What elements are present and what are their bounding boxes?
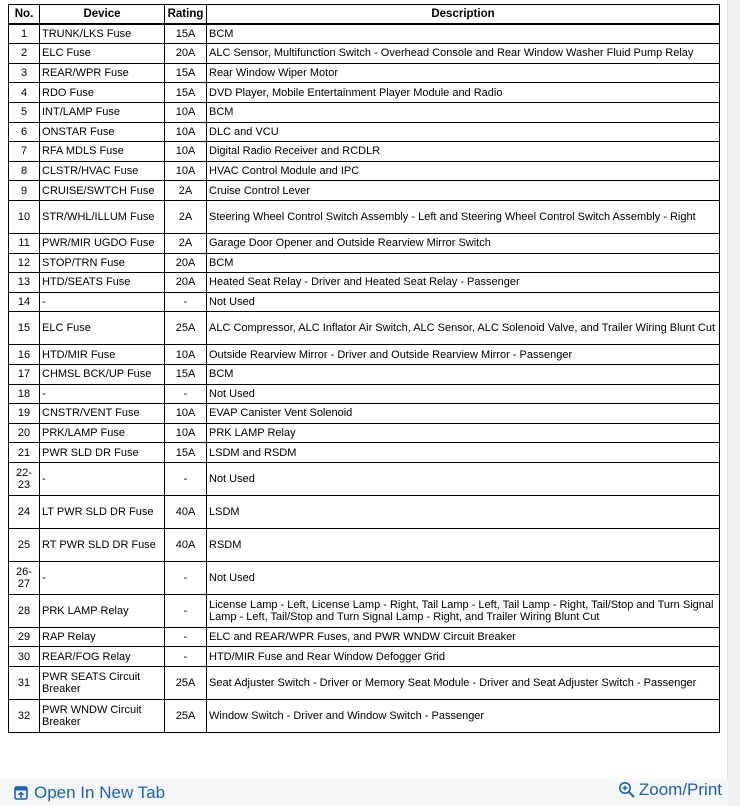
device-cell: INT/LAMP Fuse	[40, 102, 165, 122]
device-cell: ELC Fuse	[40, 44, 165, 64]
fuse-number-cell: 24	[9, 495, 40, 528]
fuse-number-cell: 2	[9, 44, 40, 64]
rating-cell: 10A	[165, 102, 207, 122]
table-row	[9, 647, 720, 667]
description-cell: HVAC Control Module and IPC	[207, 161, 720, 181]
description-cell: Window Switch - Driver and Window Switch - Passenger	[207, 700, 720, 733]
fuse-number-cell: 26-27	[9, 561, 40, 594]
table-row	[9, 528, 720, 561]
description-cell: License Lamp - Left, License Lamp - Right, Tail Lamp - Left, Tail Lamp - Right, Tail/Stop and Turn Signal Lamp - Left, Tail/Stop and Turn Signal Lamp - Right, and Trailer Wiring Blunt Cut	[207, 594, 720, 627]
rating-cell: 40A	[165, 495, 207, 528]
description-cell: BCM	[207, 102, 720, 122]
description-cell: Seat Adjuster Switch - Driver or Memory Seat Module - Driver and Seat Adjuster Switch - Passenger	[207, 667, 720, 700]
table-row	[9, 161, 720, 181]
device-cell: PRK LAMP Relay	[40, 594, 165, 627]
device-cell: PWR SLD DR Fuse	[40, 443, 165, 463]
device-cell: LT PWR SLD DR Fuse	[40, 495, 165, 528]
fuse-number-cell: 9	[9, 181, 40, 201]
description-cell: ALC Compressor, ALC Inflator Air Switch, ALC Sensor, ALC Solenoid Valve, and Trailer Wiring Blunt Cut	[207, 312, 720, 345]
device-cell: HTD/MIR Fuse	[40, 345, 165, 365]
table-row	[9, 404, 720, 424]
description-cell: LSDM and RSDM	[207, 443, 720, 463]
table-row	[9, 83, 720, 103]
description-cell: Cruise Control Lever	[207, 181, 720, 201]
rating-cell: 10A	[165, 142, 207, 162]
device-cell: STR/WHL/ILLUM Fuse	[40, 200, 165, 233]
device-cell: RFA MDLS Fuse	[40, 142, 165, 162]
rating-cell: 2A	[165, 200, 207, 233]
rating-cell: 15A	[165, 83, 207, 103]
device-cell: -	[40, 462, 165, 495]
fuse-number-cell: 32	[9, 700, 40, 733]
rating-cell: 10A	[165, 122, 207, 142]
table-row	[9, 312, 720, 345]
table-row	[9, 462, 720, 495]
fuse-number-cell: 4	[9, 83, 40, 103]
rating-cell: 20A	[165, 273, 207, 293]
rating-cell: -	[165, 647, 207, 667]
fuse-number-cell: 11	[9, 233, 40, 253]
rating-cell: 20A	[165, 253, 207, 273]
rating-cell: 2A	[165, 181, 207, 201]
fuse-number-cell: 12	[9, 253, 40, 273]
description-cell: Not Used	[207, 462, 720, 495]
open-in-new-tab-link[interactable]	[14, 783, 165, 803]
device-cell: PRK/LAMP Fuse	[40, 423, 165, 443]
table-row	[9, 292, 720, 312]
description-cell: EVAP Canister Vent Solenoid	[207, 404, 720, 424]
fuse-number-cell: 13	[9, 273, 40, 293]
description-cell: Steering Wheel Control Switch Assembly - Left and Steering Wheel Control Switch Assembly - Right	[207, 200, 720, 233]
column-header-description: Description	[207, 5, 720, 25]
table-row	[9, 253, 720, 273]
rating-cell: -	[165, 292, 207, 312]
device-cell: -	[40, 561, 165, 594]
rating-cell: -	[165, 462, 207, 495]
open-in-new-tab-label: Open In New Tab	[34, 783, 166, 802]
description-cell: BCM	[207, 253, 720, 273]
device-cell: ELC Fuse	[40, 312, 165, 345]
rating-cell: 25A	[165, 667, 207, 700]
fuse-number-cell: 10	[9, 200, 40, 233]
description-cell: DVD Player, Mobile Entertainment Player Module and Radio	[207, 83, 720, 103]
device-cell: CHMSL BCK/UP Fuse	[40, 364, 165, 384]
description-cell: ALC Sensor, Multifunction Switch - Overhead Console and Rear Window Washer Fluid Pump Relay	[207, 44, 720, 64]
fuse-number-cell: 14	[9, 292, 40, 312]
zoom-print-link[interactable]	[618, 780, 722, 800]
device-cell: CLSTR/HVAC Fuse	[40, 161, 165, 181]
fuse-number-cell: 25	[9, 528, 40, 561]
table-row	[9, 443, 720, 463]
table-row	[9, 627, 720, 647]
table-header-row	[9, 5, 720, 25]
rating-cell: 10A	[165, 404, 207, 424]
rating-cell: 40A	[165, 528, 207, 561]
description-cell: Outside Rearview Mirror - Driver and Outside Rearview Mirror - Passenger	[207, 345, 720, 365]
fuse-number-cell: 21	[9, 443, 40, 463]
fuse-number-cell: 28	[9, 594, 40, 627]
rating-cell: 10A	[165, 161, 207, 181]
fuse-number-cell: 18	[9, 384, 40, 404]
fuse-number-cell: 22-23	[9, 462, 40, 495]
table-row	[9, 122, 720, 142]
fuse-number-cell: 15	[9, 312, 40, 345]
device-cell: -	[40, 384, 165, 404]
column-header-rating: Rating	[165, 5, 207, 25]
description-cell: LSDM	[207, 495, 720, 528]
fuse-number-cell: 6	[9, 122, 40, 142]
device-cell: TRUNK/LKS Fuse	[40, 24, 165, 44]
fuse-number-cell: 19	[9, 404, 40, 424]
fuse-number-cell: 3	[9, 63, 40, 83]
device-cell: RAP Relay	[40, 627, 165, 647]
table-row	[9, 24, 720, 44]
fuse-number-cell: 29	[9, 627, 40, 647]
device-cell: RT PWR SLD DR Fuse	[40, 528, 165, 561]
fuse-number-cell: 16	[9, 345, 40, 365]
table-row	[9, 345, 720, 365]
rating-cell: 25A	[165, 700, 207, 733]
table-row	[9, 495, 720, 528]
description-cell: Digital Radio Receiver and RCDLR	[207, 142, 720, 162]
table-row	[9, 102, 720, 122]
description-cell: Heated Seat Relay - Driver and Heated Seat Relay - Passenger	[207, 273, 720, 293]
device-cell: ONSTAR Fuse	[40, 122, 165, 142]
rating-cell: 15A	[165, 63, 207, 83]
description-cell: HTD/MIR Fuse and Rear Window Defogger Grid	[207, 647, 720, 667]
zoom-in-icon	[618, 781, 636, 799]
fuse-table-body	[9, 24, 720, 732]
fuse-number-cell: 8	[9, 161, 40, 181]
fuse-number-cell: 31	[9, 667, 40, 700]
open-in-new-tab-icon	[14, 786, 28, 800]
rating-cell: 15A	[165, 24, 207, 44]
description-cell: Not Used	[207, 292, 720, 312]
device-cell: -	[40, 292, 165, 312]
page-scrollbar[interactable]	[727, 0, 740, 806]
table-row	[9, 233, 720, 253]
fuse-number-cell: 17	[9, 364, 40, 384]
rating-cell: 2A	[165, 233, 207, 253]
description-cell: PRK LAMP Relay	[207, 423, 720, 443]
rating-cell: -	[165, 561, 207, 594]
rating-cell: 15A	[165, 443, 207, 463]
rating-cell: 10A	[165, 345, 207, 365]
device-cell: REAR/FOG Relay	[40, 647, 165, 667]
table-row	[9, 200, 720, 233]
table-row	[9, 667, 720, 700]
rating-cell: 20A	[165, 44, 207, 64]
table-row	[9, 700, 720, 733]
description-cell: Not Used	[207, 384, 720, 404]
rating-cell: 15A	[165, 364, 207, 384]
table-row	[9, 273, 720, 293]
table-row	[9, 181, 720, 201]
fuse-number-cell: 30	[9, 647, 40, 667]
zoom-print-label: Zoom/Print	[638, 780, 722, 799]
footer-bar	[0, 779, 728, 806]
description-cell: Rear Window Wiper Motor	[207, 63, 720, 83]
table-row	[9, 594, 720, 627]
fuse-number-cell: 7	[9, 142, 40, 162]
table-row	[9, 63, 720, 83]
description-cell: BCM	[207, 364, 720, 384]
description-cell: RSDM	[207, 528, 720, 561]
fuse-number-cell: 20	[9, 423, 40, 443]
table-row	[9, 384, 720, 404]
table-row	[9, 142, 720, 162]
fuse-number-cell: 5	[9, 102, 40, 122]
description-cell: BCM	[207, 24, 720, 44]
fuse-number-cell: 1	[9, 24, 40, 44]
column-header-device: Device	[40, 5, 165, 25]
device-cell: PWR/MIR UGDO Fuse	[40, 233, 165, 253]
device-cell: CRUISE/SWTCH Fuse	[40, 181, 165, 201]
table-row	[9, 561, 720, 594]
device-cell: CNSTR/VENT Fuse	[40, 404, 165, 424]
rating-cell: 10A	[165, 423, 207, 443]
description-cell: Not Used	[207, 561, 720, 594]
device-cell: PWR SEATS Circuit Breaker	[40, 667, 165, 700]
rating-cell: -	[165, 594, 207, 627]
rating-cell: 25A	[165, 312, 207, 345]
column-header-no: No.	[9, 5, 40, 25]
rating-cell: -	[165, 627, 207, 647]
description-cell: Garage Door Opener and Outside Rearview Mirror Switch	[207, 233, 720, 253]
fuse-table	[8, 4, 720, 733]
device-cell: RDO Fuse	[40, 83, 165, 103]
device-cell: HTD/SEATS Fuse	[40, 273, 165, 293]
fuse-table-container	[8, 4, 719, 733]
description-cell: DLC and VCU	[207, 122, 720, 142]
device-cell: REAR/WPR Fuse	[40, 63, 165, 83]
device-cell: PWR WNDW Circuit Breaker	[40, 700, 165, 733]
description-cell: ELC and REAR/WPR Fuses, and PWR WNDW Circuit Breaker	[207, 627, 720, 647]
rating-cell: -	[165, 384, 207, 404]
table-row	[9, 423, 720, 443]
table-row	[9, 44, 720, 64]
device-cell: STOP/TRN Fuse	[40, 253, 165, 273]
table-row	[9, 364, 720, 384]
